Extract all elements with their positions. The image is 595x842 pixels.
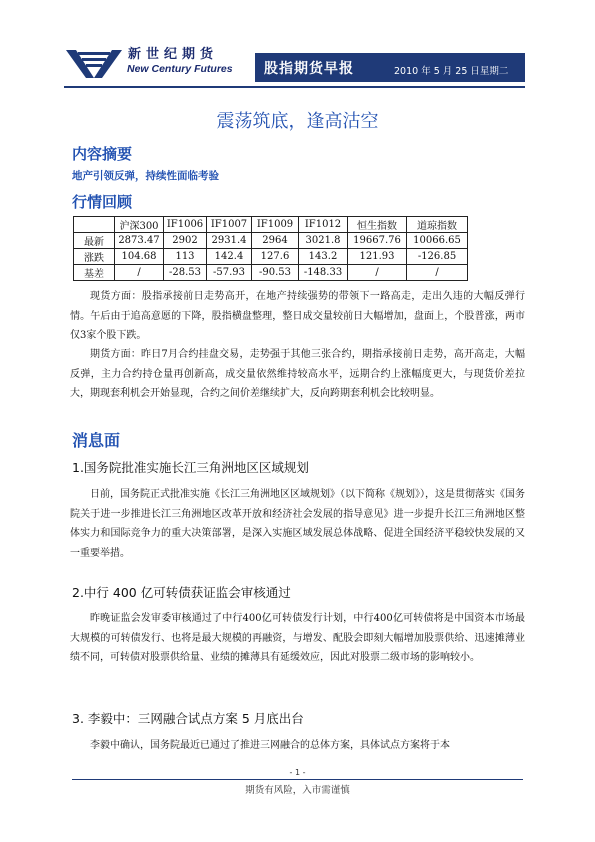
news-item-title: 3. 李毅中：三网融合试点方案 5 月底出台 <box>72 711 304 726</box>
footer-disclaimer: 期货有风险，入市需谨慎 <box>245 785 350 796</box>
futures-paragraph: 期货方面：昨日7月合约挂盘交易，走势强于其他三张合约，期指承接前日走势，高开高走，大幅反弹，主力合约持仓量再创新高，成交量依然维持较高水平，远期合约上涨幅度更大，与现货价差拉大，期现套利机会开始显现，合约之间价差继续扩大，反向跨期套利机会比较明显。 <box>70 349 525 399</box>
header-divider <box>64 86 525 88</box>
page-number: - 1 - <box>289 768 306 777</box>
news-item-body: 日前，国务院正式批准实施《长江三角洲地区区域规划》（以下简称《规划》），这是贯彻落实《国务院关于进一步推进长江三角洲地区改革开放和经济社会发展的指导意见》进一步提升长江三角洲地区整体实力和国际竞争力的重大决策部署，是深入实施区域发展总体战略、促进全国经济平稳较快发展的又一重要举措。 <box>70 489 525 559</box>
table-header-cell: IF1009 <box>252 217 299 233</box>
table-cell: 19667.76 <box>348 233 407 249</box>
news-item-body: 昨晚证监会发审委审核通过了中行400亿可转债发行计划，中行400亿可转债将是中国资本市场最大规模的可转债发行、也将是最大规模的再融资，与增发、配股会即刻大幅增加股票供给、迅速摊薄业绩不同，可转债对股票供给量、业绩的摊薄具有延缓效应，因此对股票二级市场的影响较小。 <box>70 613 525 663</box>
news-item-title: 2.中行 400 亿可转债获证监会审核通过 <box>72 585 291 600</box>
news-heading: 消息面 <box>72 431 121 450</box>
table-header-cell: 道琼指数 <box>407 217 468 233</box>
brand-name-en: New Century Futures <box>127 63 233 75</box>
table-cell: 113 <box>164 249 207 265</box>
abstract-text: 地产引领反弹，持续性面临考验 <box>72 170 219 182</box>
table-header-cell: IF1006 <box>164 217 207 233</box>
news-item-title: 1.国务院批准实施长江三角洲地区区域规划 <box>72 460 309 475</box>
table-cell: 2964 <box>252 233 299 249</box>
market-table <box>73 216 468 281</box>
table-cell: -57.93 <box>207 265 252 281</box>
table-cell: 142.4 <box>207 249 252 265</box>
table-row <box>74 265 468 281</box>
table-header-row <box>74 217 468 233</box>
table-cell: -126.85 <box>407 249 468 265</box>
market-heading: 行情回顾 <box>72 193 133 211</box>
table-cell: 2873.47 <box>115 233 164 249</box>
table-cell: 2931.4 <box>207 233 252 249</box>
table-cell: 143.2 <box>299 249 348 265</box>
table-cell: 2902 <box>164 233 207 249</box>
table-cell: 涨跌 <box>74 249 115 265</box>
table-cell: 121.93 <box>348 249 407 265</box>
table-header-cell: 沪深300 <box>115 217 164 233</box>
abstract-heading: 内容摘要 <box>72 145 133 163</box>
table-cell: 10066.65 <box>407 233 468 249</box>
table-cell: 104.68 <box>115 249 164 265</box>
footer-divider <box>72 779 523 780</box>
table-cell: -28.53 <box>164 265 207 281</box>
table-cell: / <box>348 265 407 281</box>
table-row <box>74 249 468 265</box>
table-header-cell: IF1007 <box>207 217 252 233</box>
news-item-body: 李毅中确认，国务院最近已通过了推进三网融合的总体方案，具体试点方案将于本 <box>90 740 450 751</box>
table-row <box>74 233 468 249</box>
brand-name-cn: 新世纪期货 <box>128 47 219 62</box>
table-cell: 3021.8 <box>299 233 348 249</box>
table-header-cell <box>74 217 115 233</box>
table-header-cell: IF1012 <box>299 217 348 233</box>
report-date: 2010 年 5 月 25 日星期二 <box>394 66 509 77</box>
page-headline: 震荡筑底，逢高沽空 <box>216 111 379 132</box>
table-cell: 127.6 <box>252 249 299 265</box>
table-cell: 基差 <box>74 265 115 281</box>
report-title: 股指期货早报 <box>264 61 354 77</box>
table-cell: 最新 <box>74 233 115 249</box>
company-logo <box>64 44 124 84</box>
table-cell: / <box>115 265 164 281</box>
table-cell: -90.53 <box>252 265 299 281</box>
spot-paragraph: 现货方面：股指承接前日走势高开，在地产持续强势的带领下一路高走，走出久违的大幅反弹行情。午后由于追高意愿的下降，股指横盘整理，整日成交量较前日大幅增加，盘面上，个股普涨，两市仅3家个股下跌。 <box>70 291 525 341</box>
table-header-cell: 恒生指数 <box>348 217 407 233</box>
table-cell: / <box>407 265 468 281</box>
table-cell: -148.33 <box>299 265 348 281</box>
